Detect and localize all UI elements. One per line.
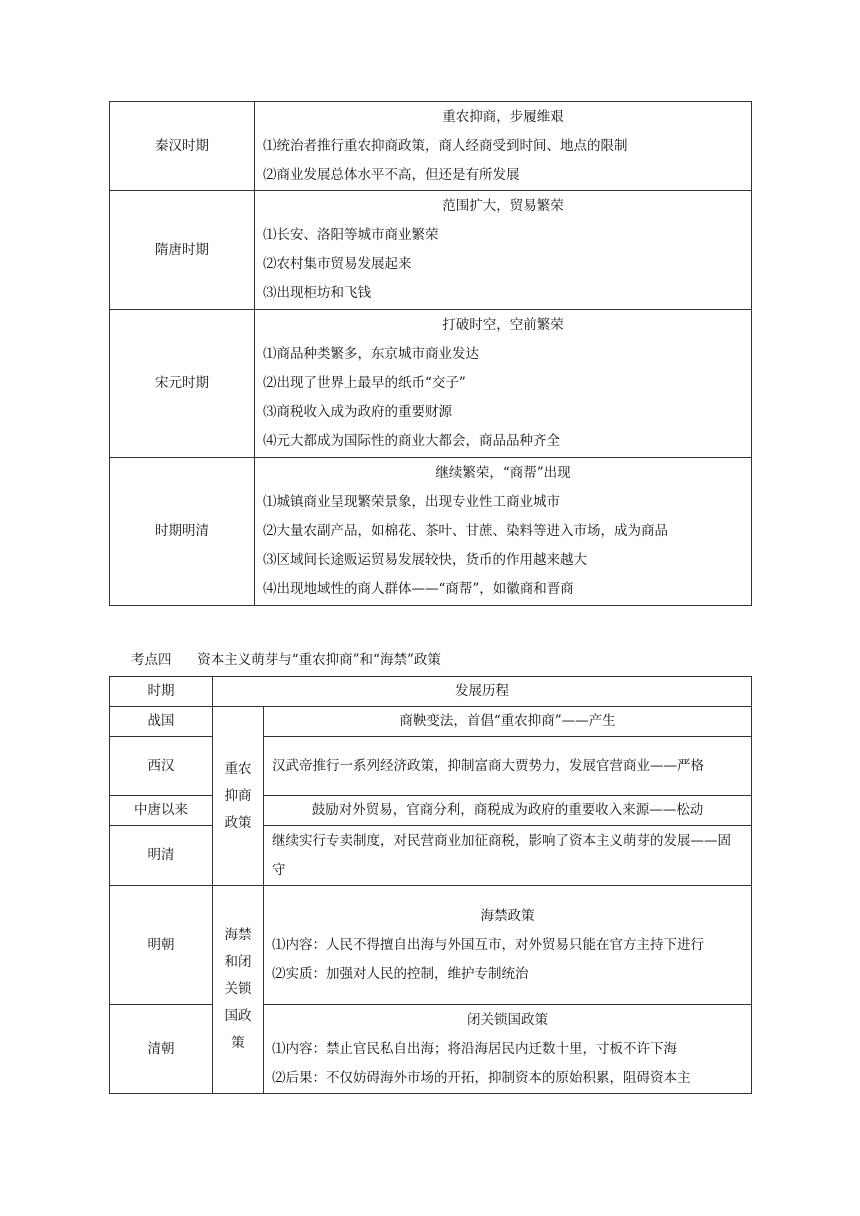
period-cell: 战国 <box>110 707 213 737</box>
list-item: ⑴内容：禁止官民私自出海；将沿海居民内迁数十里，寸板不许下海 <box>272 1040 677 1057</box>
table-row <box>110 310 752 458</box>
history-cell <box>264 737 752 796</box>
policy-cell <box>213 707 264 886</box>
era-cell: 隋唐时期 <box>110 191 255 310</box>
period-cell: 明朝 <box>110 886 213 1005</box>
description-cell <box>255 310 752 458</box>
list-item: ⑷出现地域性的商人群体——“商帮”，如徽商和晋商 <box>263 581 574 597</box>
history-cell: 商鞅变法，首倡“重农抑商”——产生 <box>264 707 752 737</box>
table-row <box>110 102 752 191</box>
table-header-row <box>110 677 752 707</box>
list-item: ⑴城镇商业呈现繁荣景象，出现专业性工商业城市 <box>263 494 560 510</box>
list-item: ⑴长安、洛阳等城市商业繁荣 <box>263 227 439 243</box>
description-cell <box>255 191 752 310</box>
period-cell: 中唐以来 <box>110 796 213 826</box>
section-title <box>131 648 441 668</box>
list-item: ⑷元大都成为国际性的商业大都会，商品品种齐全 <box>263 433 560 449</box>
column-header-history: 发展历程 <box>213 677 752 707</box>
table-row <box>110 796 752 826</box>
table-row <box>110 826 752 886</box>
commerce-history-table <box>109 101 752 606</box>
list-item: ⑶区域间长途贩运贸易发展较快，货币的作用越来越大 <box>263 552 587 568</box>
list-item: ⑴统治者推行重农抑商政策，商人经商受到时间、地点的限制 <box>263 137 628 154</box>
history-cell: 鼓励对外贸易，官商分利，商税成为政府的重要收入来源——松动 <box>264 796 752 826</box>
list-item: ⑵后果：不仅妨碍海外市场的开拓，抑制资本的原始积累，阻碍资本主 <box>272 1069 691 1086</box>
history-cell <box>264 886 752 1005</box>
list-item: ⑴商品种类繁多，东京城市商业发达 <box>263 346 479 362</box>
policy-text: 和闭 <box>224 954 252 970</box>
table-row <box>110 886 752 1005</box>
policy-text: 抑商 <box>224 787 252 804</box>
era-cell: 时期明清 <box>110 458 255 606</box>
section-heading: 资本主义萌芽与“重农抑商”和“海禁”政策 <box>197 652 441 668</box>
era-cell: 秦汉时期 <box>110 102 255 191</box>
row-heading: 继续繁荣，“商帮”出现 <box>435 465 571 481</box>
row-heading: 重农抑商，步履维艰 <box>442 108 564 125</box>
history-text: 继续实行专卖制度，对民营商业加征商税，影响了资本主义萌芽的发展——固守 <box>272 832 731 878</box>
table-row <box>110 737 752 796</box>
policy-text: 国政 <box>224 1008 252 1024</box>
list-item: ⑵商业发展总体水平不高，但还是有所发展 <box>263 166 520 183</box>
policy-cell <box>213 886 264 1094</box>
policy-text: 海禁 <box>224 927 252 943</box>
list-item: ⑵大量农副产品，如棉花、茶叶、甘蔗、染料等进入市场，成为商品 <box>263 523 668 539</box>
policy-table <box>109 676 752 1094</box>
list-item: ⑴内容：人民不得擅自出海与外国互市，对外贸易只能在官方主持下进行 <box>272 936 704 953</box>
policy-text: 关锁 <box>224 981 252 997</box>
history-text: 汉武帝推行一系列经济政策，抑制富商大贾势力，发展官营商业——严格 <box>272 757 704 774</box>
row-heading: 范围扩大，贸易繁荣 <box>442 198 564 214</box>
period-cell: 清朝 <box>110 1005 213 1094</box>
policy-text: 重农 <box>224 760 252 777</box>
row-heading: 海禁政策 <box>480 907 535 924</box>
table-row <box>110 458 752 606</box>
list-item: ⑶出现柜坊和飞钱 <box>263 285 371 301</box>
description-cell <box>255 102 752 191</box>
list-item: ⑵实质：加强对人民的控制，维护专制统治 <box>272 965 529 982</box>
era-cell: 宋元时期 <box>110 310 255 458</box>
history-cell <box>264 1005 752 1094</box>
period-cell: 西汉 <box>110 737 213 796</box>
policy-text: 政策 <box>224 814 252 831</box>
row-heading: 打破时空，空前繁荣 <box>442 317 564 333</box>
section-label: 考点四 <box>131 652 172 668</box>
table-row <box>110 707 752 737</box>
table-row <box>110 1005 752 1094</box>
table-row <box>110 191 752 310</box>
description-cell <box>255 458 752 606</box>
period-cell: 明清 <box>110 826 213 886</box>
list-item: ⑵农村集市贸易发展起来 <box>263 256 412 272</box>
history-cell <box>264 826 752 886</box>
list-item: ⑵出现了世界上最早的纸币“交子” <box>263 375 466 391</box>
policy-text: 策 <box>231 1035 245 1051</box>
list-item: ⑶商税收入成为政府的重要财源 <box>263 404 452 420</box>
column-header-period: 时期 <box>110 677 213 707</box>
row-heading: 闭关锁国政策 <box>467 1011 548 1028</box>
